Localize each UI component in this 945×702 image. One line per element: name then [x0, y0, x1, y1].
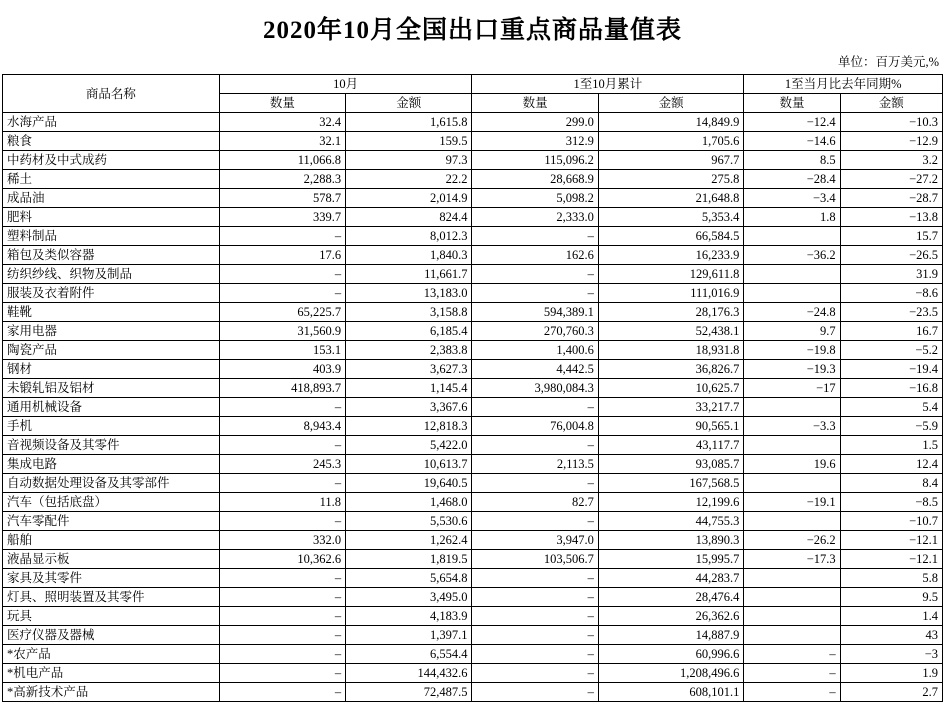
row-yoy-quantity: −26.2: [744, 531, 840, 550]
row-yoy-quantity: –: [744, 664, 840, 683]
row-month-value: 144,432.6: [346, 664, 472, 683]
row-month-quantity: 32.4: [219, 113, 345, 132]
row-month-quantity: 403.9: [219, 360, 345, 379]
table-row: [3, 303, 943, 322]
row-yoy-value: −28.7: [840, 189, 942, 208]
row-commodity-name: 船舶: [3, 531, 220, 550]
row-month-value: 72,487.5: [346, 683, 472, 702]
row-cumulative-quantity: 3,947.0: [472, 531, 598, 550]
row-month-quantity: –: [219, 265, 345, 284]
row-month-value: 1,397.1: [346, 626, 472, 645]
row-month-quantity: 245.3: [219, 455, 345, 474]
row-month-value: 1,262.4: [346, 531, 472, 550]
row-commodity-name: *机电产品: [3, 664, 220, 683]
row-cumulative-quantity: –: [472, 645, 598, 664]
row-cumulative-value: 13,890.3: [598, 531, 743, 550]
row-month-quantity: 11,066.8: [219, 151, 345, 170]
row-month-quantity: 10,362.6: [219, 550, 345, 569]
table-row: [3, 588, 943, 607]
row-month-quantity: 11.8: [219, 493, 345, 512]
row-cumulative-value: 14,887.9: [598, 626, 743, 645]
row-month-quantity: 65,225.7: [219, 303, 345, 322]
header-commodity-name: 商品名称: [3, 75, 220, 113]
row-cumulative-value: 43,117.7: [598, 436, 743, 455]
table-row: [3, 512, 943, 531]
row-commodity-name: 手机: [3, 417, 220, 436]
row-month-quantity: –: [219, 512, 345, 531]
row-commodity-name: 中药材及中式成药: [3, 151, 220, 170]
table-row: [3, 569, 943, 588]
table-row: [3, 341, 943, 360]
row-month-value: 19,640.5: [346, 474, 472, 493]
row-yoy-quantity: −19.1: [744, 493, 840, 512]
row-yoy-quantity: 8.5: [744, 151, 840, 170]
row-yoy-value: 1.4: [840, 607, 942, 626]
row-cumulative-quantity: –: [472, 227, 598, 246]
row-month-value: 13,183.0: [346, 284, 472, 303]
row-month-quantity: 32.1: [219, 132, 345, 151]
row-cumulative-value: 44,755.3: [598, 512, 743, 531]
table-row: [3, 246, 943, 265]
row-yoy-value: −23.5: [840, 303, 942, 322]
table-row: [3, 284, 943, 303]
row-yoy-quantity: −19.8: [744, 341, 840, 360]
row-cumulative-value: 15,995.7: [598, 550, 743, 569]
row-commodity-name: 水海产品: [3, 113, 220, 132]
table-row: [3, 531, 943, 550]
table-row: [3, 683, 943, 702]
table-header-row-1: [3, 75, 943, 94]
header-yoy-quantity: 数量: [744, 94, 840, 113]
row-commodity-name: 箱包及类似容器: [3, 246, 220, 265]
row-yoy-value: −8.5: [840, 493, 942, 512]
row-month-quantity: 8,943.4: [219, 417, 345, 436]
row-month-value: 5,654.8: [346, 569, 472, 588]
row-month-quantity: 153.1: [219, 341, 345, 360]
row-cumulative-value: 10,625.7: [598, 379, 743, 398]
row-cumulative-quantity: –: [472, 284, 598, 303]
row-month-value: 1,145.4: [346, 379, 472, 398]
row-cumulative-quantity: –: [472, 512, 598, 531]
row-commodity-name: 陶瓷产品: [3, 341, 220, 360]
row-commodity-name: 粮食: [3, 132, 220, 151]
row-month-value: 6,554.4: [346, 645, 472, 664]
row-cumulative-value: 16,233.9: [598, 246, 743, 265]
row-cumulative-quantity: 76,004.8: [472, 417, 598, 436]
row-commodity-name: 医疗仪器及器械: [3, 626, 220, 645]
row-cumulative-value: 52,438.1: [598, 322, 743, 341]
row-commodity-name: 家具及其零件: [3, 569, 220, 588]
row-month-value: 3,627.3: [346, 360, 472, 379]
row-month-value: 1,468.0: [346, 493, 472, 512]
table-row: [3, 151, 943, 170]
row-commodity-name: 玩具: [3, 607, 220, 626]
row-month-quantity: –: [219, 398, 345, 417]
row-yoy-value: −5.9: [840, 417, 942, 436]
row-yoy-value: −12.1: [840, 531, 942, 550]
row-yoy-value: −8.6: [840, 284, 942, 303]
row-cumulative-value: 167,568.5: [598, 474, 743, 493]
row-month-quantity: –: [219, 607, 345, 626]
row-yoy-value: −5.2: [840, 341, 942, 360]
row-month-value: 1,615.8: [346, 113, 472, 132]
row-yoy-quantity: −17.3: [744, 550, 840, 569]
row-commodity-name: 灯具、照明装置及其零件: [3, 588, 220, 607]
row-yoy-value: −27.2: [840, 170, 942, 189]
row-commodity-name: 肥料: [3, 208, 220, 227]
row-month-value: 5,422.0: [346, 436, 472, 455]
row-commodity-name: 塑料制品: [3, 227, 220, 246]
row-commodity-name: 成品油: [3, 189, 220, 208]
table-header: [3, 75, 943, 113]
table-row: [3, 550, 943, 569]
row-month-quantity: –: [219, 284, 345, 303]
table-row: [3, 436, 943, 455]
table-body: [3, 113, 943, 702]
row-commodity-name: 鞋靴: [3, 303, 220, 322]
row-yoy-value: −3: [840, 645, 942, 664]
table-row: [3, 417, 943, 436]
row-cumulative-value: 18,931.8: [598, 341, 743, 360]
table-row: [3, 664, 943, 683]
row-month-quantity: –: [219, 683, 345, 702]
table-row: [3, 208, 943, 227]
row-yoy-quantity: 1.8: [744, 208, 840, 227]
row-month-value: 2,383.8: [346, 341, 472, 360]
table-row: [3, 227, 943, 246]
row-month-value: 97.3: [346, 151, 472, 170]
row-yoy-value: 5.4: [840, 398, 942, 417]
row-commodity-name: 自动数据处理设备及其零部件: [3, 474, 220, 493]
row-cumulative-quantity: –: [472, 436, 598, 455]
row-cumulative-value: 14,849.9: [598, 113, 743, 132]
table-row: [3, 265, 943, 284]
row-commodity-name: 未锻轧铝及铝材: [3, 379, 220, 398]
row-cumulative-value: 33,217.7: [598, 398, 743, 417]
row-cumulative-quantity: 115,096.2: [472, 151, 598, 170]
row-commodity-name: 钢材: [3, 360, 220, 379]
table-row: [3, 379, 943, 398]
row-cumulative-value: 93,085.7: [598, 455, 743, 474]
header-month-value: 金额: [346, 94, 472, 113]
row-cumulative-value: 21,648.8: [598, 189, 743, 208]
row-yoy-quantity: [744, 284, 840, 303]
row-month-quantity: –: [219, 645, 345, 664]
row-cumulative-value: 60,996.6: [598, 645, 743, 664]
row-commodity-name: 汽车零配件: [3, 512, 220, 531]
row-yoy-quantity: −17: [744, 379, 840, 398]
row-month-value: 824.4: [346, 208, 472, 227]
row-yoy-quantity: [744, 436, 840, 455]
row-commodity-name: 家用电器: [3, 322, 220, 341]
row-cumulative-quantity: 5,098.2: [472, 189, 598, 208]
table-row: [3, 360, 943, 379]
row-cumulative-value: 275.8: [598, 170, 743, 189]
row-month-value: 8,012.3: [346, 227, 472, 246]
row-yoy-quantity: [744, 626, 840, 645]
row-commodity-name: 集成电路: [3, 455, 220, 474]
row-cumulative-quantity: –: [472, 683, 598, 702]
row-cumulative-quantity: 4,442.5: [472, 360, 598, 379]
row-month-quantity: –: [219, 227, 345, 246]
row-cumulative-quantity: 2,113.5: [472, 455, 598, 474]
table-row: [3, 645, 943, 664]
row-yoy-value: 12.4: [840, 455, 942, 474]
row-cumulative-quantity: 1,400.6: [472, 341, 598, 360]
row-month-value: 2,014.9: [346, 189, 472, 208]
row-commodity-name: 稀土: [3, 170, 220, 189]
row-yoy-value: −13.8: [840, 208, 942, 227]
row-yoy-quantity: [744, 588, 840, 607]
row-cumulative-quantity: 103,506.7: [472, 550, 598, 569]
row-cumulative-quantity: –: [472, 398, 598, 417]
row-yoy-quantity: –: [744, 683, 840, 702]
row-commodity-name: *高新技术产品: [3, 683, 220, 702]
row-cumulative-value: 66,584.5: [598, 227, 743, 246]
row-commodity-name: 通用机械设备: [3, 398, 220, 417]
row-yoy-quantity: −28.4: [744, 170, 840, 189]
row-yoy-quantity: 19.6: [744, 455, 840, 474]
header-group-cumulative: 1至10月累计: [472, 75, 744, 94]
row-yoy-quantity: −36.2: [744, 246, 840, 265]
table-row: [3, 322, 943, 341]
row-yoy-value: −12.9: [840, 132, 942, 151]
header-yoy-value: 金额: [840, 94, 942, 113]
row-commodity-name: 服装及衣着附件: [3, 284, 220, 303]
row-yoy-quantity: [744, 227, 840, 246]
row-cumulative-quantity: 2,333.0: [472, 208, 598, 227]
row-yoy-value: −26.5: [840, 246, 942, 265]
row-month-value: 4,183.9: [346, 607, 472, 626]
row-cumulative-quantity: –: [472, 265, 598, 284]
row-yoy-quantity: [744, 398, 840, 417]
row-month-value: 3,158.8: [346, 303, 472, 322]
row-cumulative-quantity: 312.9: [472, 132, 598, 151]
row-cumulative-quantity: –: [472, 588, 598, 607]
row-yoy-quantity: −3.4: [744, 189, 840, 208]
row-commodity-name: *农产品: [3, 645, 220, 664]
row-yoy-quantity: −19.3: [744, 360, 840, 379]
row-yoy-value: 5.8: [840, 569, 942, 588]
row-yoy-value: −19.4: [840, 360, 942, 379]
row-month-quantity: 332.0: [219, 531, 345, 550]
row-yoy-value: 15.7: [840, 227, 942, 246]
row-yoy-quantity: [744, 265, 840, 284]
row-month-quantity: –: [219, 588, 345, 607]
row-cumulative-value: 608,101.1: [598, 683, 743, 702]
row-month-quantity: 418,893.7: [219, 379, 345, 398]
row-yoy-value: 3.2: [840, 151, 942, 170]
row-commodity-name: 纺织纱线、织物及制品: [3, 265, 220, 284]
row-yoy-quantity: [744, 512, 840, 531]
row-month-quantity: –: [219, 664, 345, 683]
row-cumulative-quantity: 28,668.9: [472, 170, 598, 189]
table-row: [3, 132, 943, 151]
row-month-quantity: 31,560.9: [219, 322, 345, 341]
row-month-value: 3,495.0: [346, 588, 472, 607]
header-cumulative-quantity: 数量: [472, 94, 598, 113]
export-data-table: [2, 74, 943, 702]
row-yoy-value: −10.7: [840, 512, 942, 531]
row-yoy-quantity: −14.6: [744, 132, 840, 151]
row-yoy-quantity: −3.3: [744, 417, 840, 436]
row-cumulative-value: 44,283.7: [598, 569, 743, 588]
header-month-quantity: 数量: [219, 94, 345, 113]
row-yoy-quantity: −24.8: [744, 303, 840, 322]
row-yoy-value: 31.9: [840, 265, 942, 284]
row-cumulative-value: 28,176.3: [598, 303, 743, 322]
row-cumulative-value: 129,611.8: [598, 265, 743, 284]
row-month-quantity: 17.6: [219, 246, 345, 265]
row-month-quantity: –: [219, 626, 345, 645]
row-cumulative-quantity: 162.6: [472, 246, 598, 265]
row-yoy-value: 8.4: [840, 474, 942, 493]
row-month-quantity: 339.7: [219, 208, 345, 227]
row-cumulative-quantity: –: [472, 607, 598, 626]
row-yoy-quantity: [744, 607, 840, 626]
row-cumulative-value: 36,826.7: [598, 360, 743, 379]
row-month-value: 22.2: [346, 170, 472, 189]
table-row: [3, 626, 943, 645]
row-month-quantity: –: [219, 436, 345, 455]
row-yoy-quantity: 9.7: [744, 322, 840, 341]
row-cumulative-quantity: 270,760.3: [472, 322, 598, 341]
row-month-value: 6,185.4: [346, 322, 472, 341]
row-yoy-value: 43: [840, 626, 942, 645]
row-cumulative-quantity: 82.7: [472, 493, 598, 512]
row-month-value: 159.5: [346, 132, 472, 151]
table-row: [3, 398, 943, 417]
table-row: [3, 493, 943, 512]
row-cumulative-value: 12,199.6: [598, 493, 743, 512]
row-yoy-value: 2.7: [840, 683, 942, 702]
table-row: [3, 113, 943, 132]
header-group-month: 10月: [219, 75, 472, 94]
row-month-value: 5,530.6: [346, 512, 472, 531]
header-cumulative-value: 金额: [598, 94, 743, 113]
row-cumulative-quantity: 299.0: [472, 113, 598, 132]
row-month-value: 12,818.3: [346, 417, 472, 436]
row-month-quantity: 578.7: [219, 189, 345, 208]
row-cumulative-value: 111,016.9: [598, 284, 743, 303]
row-month-value: 10,613.7: [346, 455, 472, 474]
row-yoy-value: 9.5: [840, 588, 942, 607]
row-yoy-value: 1.5: [840, 436, 942, 455]
row-yoy-value: 16.7: [840, 322, 942, 341]
row-cumulative-value: 28,476.4: [598, 588, 743, 607]
row-yoy-quantity: [744, 474, 840, 493]
table-row: [3, 474, 943, 493]
row-yoy-quantity: −12.4: [744, 113, 840, 132]
row-month-value: 1,819.5: [346, 550, 472, 569]
row-cumulative-value: 1,208,496.6: [598, 664, 743, 683]
row-cumulative-value: 26,362.6: [598, 607, 743, 626]
row-cumulative-value: 967.7: [598, 151, 743, 170]
row-cumulative-quantity: 594,389.1: [472, 303, 598, 322]
row-month-quantity: –: [219, 569, 345, 588]
row-cumulative-quantity: 3,980,084.3: [472, 379, 598, 398]
row-cumulative-quantity: –: [472, 626, 598, 645]
row-yoy-quantity: –: [744, 645, 840, 664]
row-month-value: 1,840.3: [346, 246, 472, 265]
row-commodity-name: 液晶显示板: [3, 550, 220, 569]
row-cumulative-quantity: –: [472, 569, 598, 588]
row-month-quantity: –: [219, 474, 345, 493]
row-cumulative-quantity: –: [472, 474, 598, 493]
row-yoy-quantity: [744, 569, 840, 588]
row-cumulative-quantity: –: [472, 664, 598, 683]
row-yoy-value: −10.3: [840, 113, 942, 132]
row-yoy-value: 1.9: [840, 664, 942, 683]
row-cumulative-value: 5,353.4: [598, 208, 743, 227]
table-row: [3, 455, 943, 474]
row-commodity-name: 音视频设备及其零件: [3, 436, 220, 455]
header-group-yoy: 1至当月比去年同期%: [744, 75, 943, 94]
row-cumulative-value: 1,705.6: [598, 132, 743, 151]
table-row: [3, 170, 943, 189]
row-yoy-value: −16.8: [840, 379, 942, 398]
row-commodity-name: 汽车（包括底盘）: [3, 493, 220, 512]
row-month-value: 11,661.7: [346, 265, 472, 284]
table-row: [3, 607, 943, 626]
unit-note: 单位：百万美元,%: [837, 55, 939, 69]
row-yoy-value: −12.1: [840, 550, 942, 569]
page-title: 2020年10月全国出口重点商品量值表: [262, 17, 682, 44]
row-month-quantity: 2,288.3: [219, 170, 345, 189]
row-cumulative-value: 90,565.1: [598, 417, 743, 436]
table-row: [3, 189, 943, 208]
row-month-value: 3,367.6: [346, 398, 472, 417]
